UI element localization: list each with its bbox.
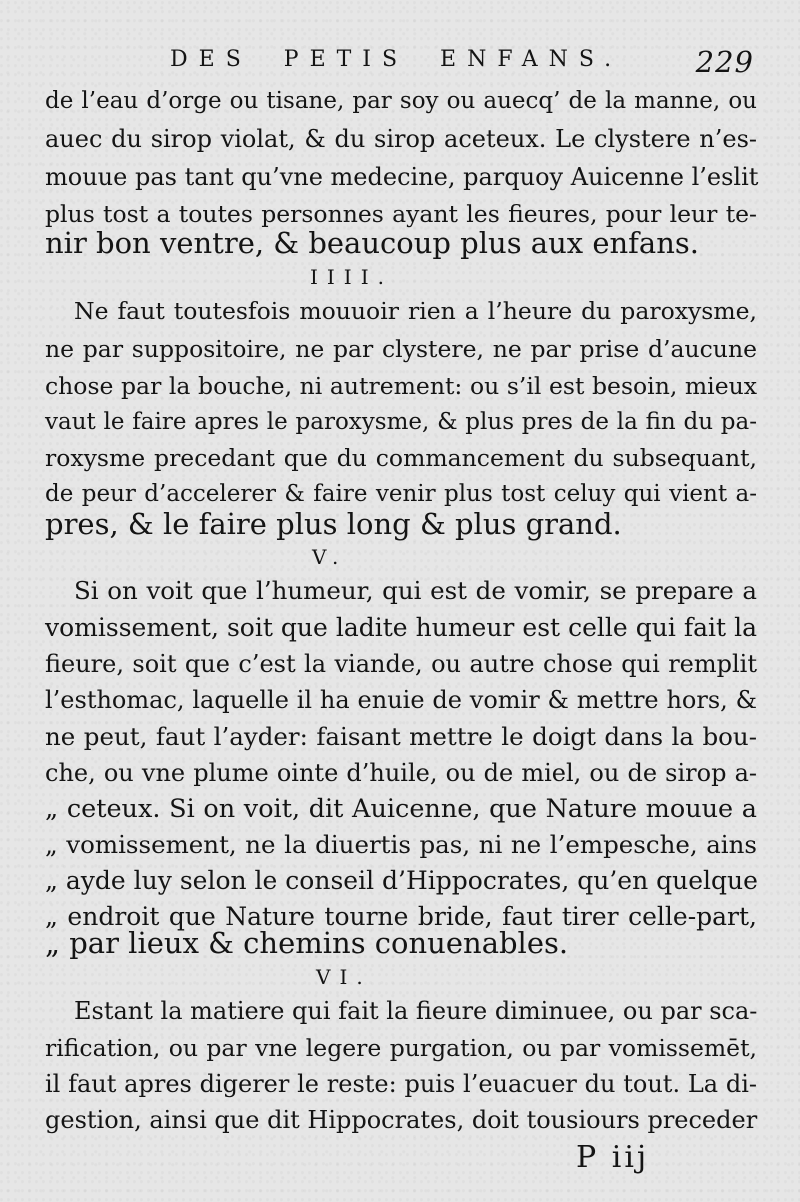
text-line: vaut le faire apres le paroxysme, & plus pres de la fin du pa-	[45, 409, 757, 435]
paragraph-first-line: Si on voit que l’humeur, qui est de vomir, se prepare a	[74, 576, 757, 605]
quoted-line: „ ceteux. Si on voit, dit Auicenne, que Nature mouue a	[45, 794, 757, 824]
paragraph-first-line: Ne faut toutesfois mouuoir rien a l’heure du paroxysme,	[74, 297, 757, 325]
page-number: 229	[695, 45, 754, 79]
text-line: nir bon ventre, & beaucoup plus aux enfans.	[45, 226, 699, 260]
text-line: vomissement, soit que ladite humeur est celle qui fait la	[45, 613, 757, 642]
text-line: chose par la bouche, ni autrement: ou s’il est besoin, mieux	[45, 372, 757, 400]
text-line: che, ou vne plume ointe d’huile, ou de miel, ou de sirop a-	[45, 759, 757, 787]
text-line: il faut apres digerer le reste: puis l’euacuer du tout. La di-	[45, 1070, 757, 1098]
text-line: mouue pas tant qu’vne medecine, parquoy Auicenne l’eslit	[45, 163, 759, 191]
text-line: de peur d’accelerer & faire venir plus tost celuy qui vient a-	[45, 481, 757, 507]
text-line: pres, & le faire plus long & plus grand.	[45, 507, 622, 541]
text-line: roxysme precedant que du commancement du subsequant,	[45, 444, 757, 472]
paragraph-first-line: Estant la matiere qui fait la fieure diminuee, ou par sca-	[74, 997, 758, 1025]
section-heading-iiii: IIII.	[310, 265, 393, 289]
text-line: rification, ou par vne legere purgation, ou par vomissemēt,	[45, 1034, 757, 1062]
page-header	[0, 47, 800, 83]
section-heading-v: V.	[312, 545, 348, 569]
text-line: gestion, ainsi que dit Hippocrates, doit tousiours preceder	[45, 1106, 758, 1134]
section-heading-vi: VI.	[316, 965, 372, 989]
text-line: auec du sirop violat, & du sirop aceteux. Le clystere n’es-	[45, 125, 757, 153]
quoted-line: „ vomissement, ne la diuertis pas, ni ne l’empesche, ains	[45, 830, 757, 859]
text-line: de l’eau d’orge ou tisane, par soy ou auecq’ de la manne, ou	[45, 88, 757, 114]
quoted-line: „ endroit que Nature tourne bride, faut tirer celle-part,	[45, 902, 757, 931]
running-head: DES PETIS ENFANS.	[170, 47, 623, 72]
quoted-line: „ par lieux & chemins conuenables.	[45, 926, 569, 960]
text-line: fieure, soit que c’est la viande, ou autre chose qui remplit	[45, 650, 757, 678]
text-line: ne par suppositoire, ne par clystere, ne par prise d’aucune	[45, 335, 757, 363]
catchword-signature: P iij	[576, 1140, 650, 1175]
text-line: ne peut, faut l’ayder: faisant mettre le doigt dans la bou-	[45, 722, 757, 751]
text-line: l’esthomac, laquelle il ha enuie de vomir & mettre hors, &	[45, 686, 757, 714]
text-line: plus tost a toutes personnes ayant les fieures, pour leur te-	[45, 200, 757, 228]
quoted-line: „ ayde luy selon le conseil d’Hippocrates, qu’en quelque	[45, 866, 758, 895]
